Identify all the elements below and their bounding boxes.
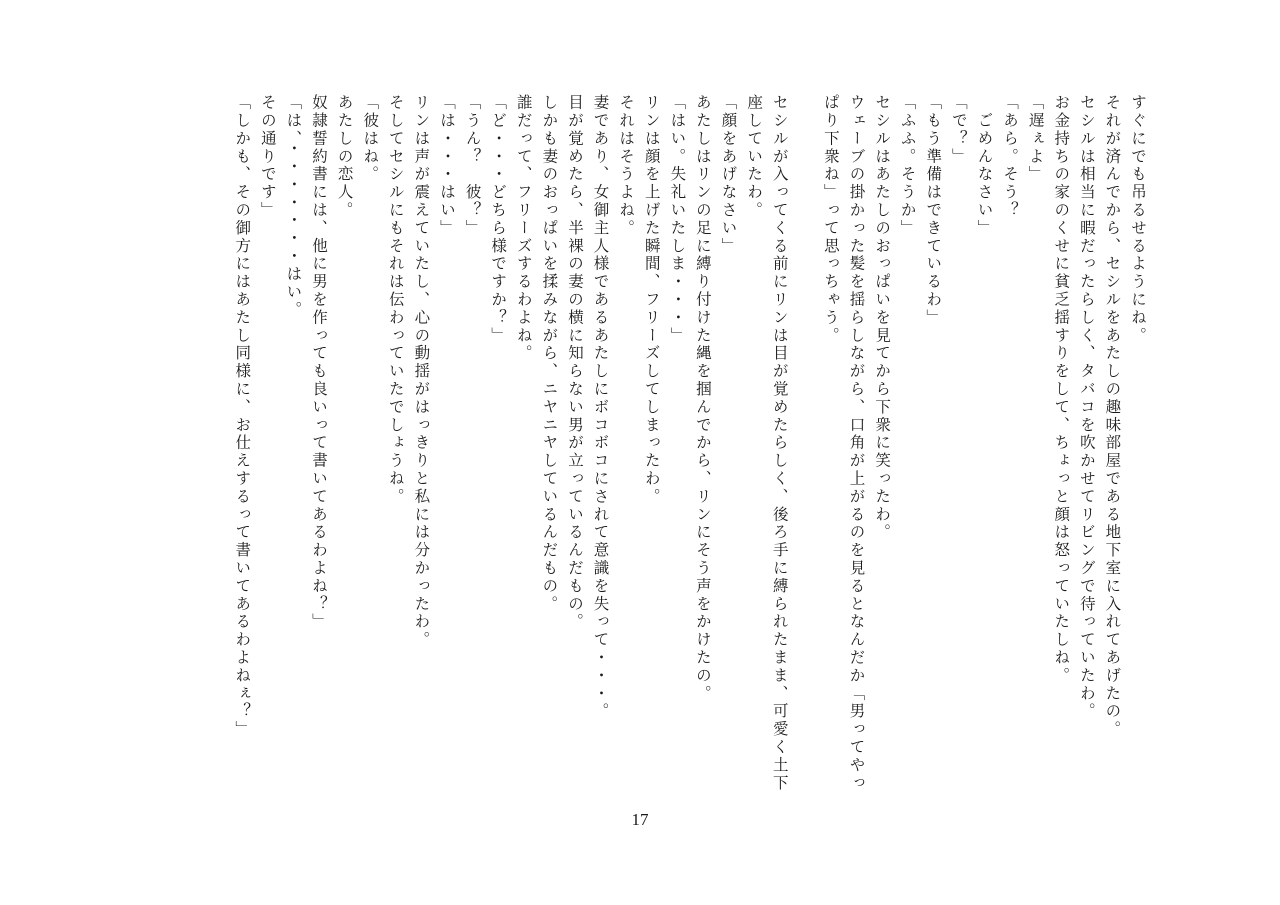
text-line: セシルは相当に暇だったらしく、タバコを吹かせてリビングで待っていたわ。 (1077, 94, 1096, 721)
vertical-text-body (229, 94, 1150, 793)
text-line: 「はい。失礼いたしま・・・」 (668, 94, 687, 345)
text-line: 「あら。そう？ (1001, 94, 1020, 220)
text-line: それが済んでから、セシルをあたしの趣味部屋である地下室に入れてあげたの。 (1103, 94, 1122, 739)
text-line: 「は、・・・・・・・はい。 (284, 94, 303, 319)
text-line: セシルが入ってくる前にリンは目が覚めたらしく、後ろ手に縛られたまま、可愛く土下 (770, 94, 789, 793)
text-line: リンは声が震えていたし、心の動揺がはっきりと私には分かったわ。 (412, 94, 431, 649)
text-line: あたしの恋人。 (335, 94, 354, 220)
text-line: 「うん？ 彼？」 (463, 94, 482, 238)
text-line: ごめんなさい」 (975, 94, 994, 238)
text-line: 「ふふ。そうか」 (898, 94, 917, 238)
text-line: 「しかも、その御方にはあたし同様に、お仕えするって書いてあるわよねぇ？」 (233, 94, 252, 739)
text-line: すぐにでも吊るせるようにね。 (1129, 94, 1147, 345)
text-line: 「遅ぇよ」 (1026, 94, 1045, 184)
text-line: 「で？」 (949, 94, 968, 166)
blank-line (792, 94, 818, 714)
text-line: その通りです」 (258, 94, 277, 220)
page-number: 17 (631, 810, 649, 829)
text-line: セシルはあたしのおっぱいを見てから下衆に笑ったわ。 (873, 94, 892, 542)
text-line: ウェーブの掛かった髪を揺らしながら、口角が上がるのを見るとなんだか「男ってやっ (847, 94, 866, 793)
text-line: 「顔をあげなさい」 (719, 94, 738, 256)
text-line: 誰だって、フリーズするわよね。 (514, 94, 533, 363)
text-line: 「は・・・はい」 (437, 94, 456, 238)
text-line: それはそうよね。 (617, 94, 636, 238)
text-line: リンは顔を上げた瞬間、フリーズしてしまったわ。 (642, 94, 661, 506)
text-line: しかも妻のおっぱいを揉みながら、ニヤニヤしているんだもの。 (540, 94, 559, 614)
text-line: ぱり下衆ね」って思っちゃう。 (821, 94, 840, 345)
text-line: あたしはリンの足に縛り付けた縄を掴んでから、リンにそう声をかけたの。 (693, 94, 712, 703)
text-line: 目が覚めたら、半裸の妻の横に知らない男が立っているんだもの。 (565, 94, 584, 631)
text-line: お金持ちの家のくせに貧乏揺すりをして、ちょっと顔は怒っていたしね。 (1052, 94, 1071, 685)
text-line: そしてセシルにもそれは伝わっていたでしょうね。 (386, 94, 405, 506)
text-line: 座していたわ。 (745, 94, 764, 220)
text-line: 妻であり、女御主人様であるあたしにボコボコにされて意識を失って・・・。 (591, 94, 610, 721)
text-line: 「彼はね。 (361, 94, 380, 184)
text-line: 「もう準備はできているわ」 (924, 94, 943, 327)
text-line: 「ど・・・どちら様ですか？」 (489, 94, 508, 345)
text-line: 奴隷誓約書には、他に男を作っても良いって書いてあるわよね？」 (310, 94, 328, 631)
